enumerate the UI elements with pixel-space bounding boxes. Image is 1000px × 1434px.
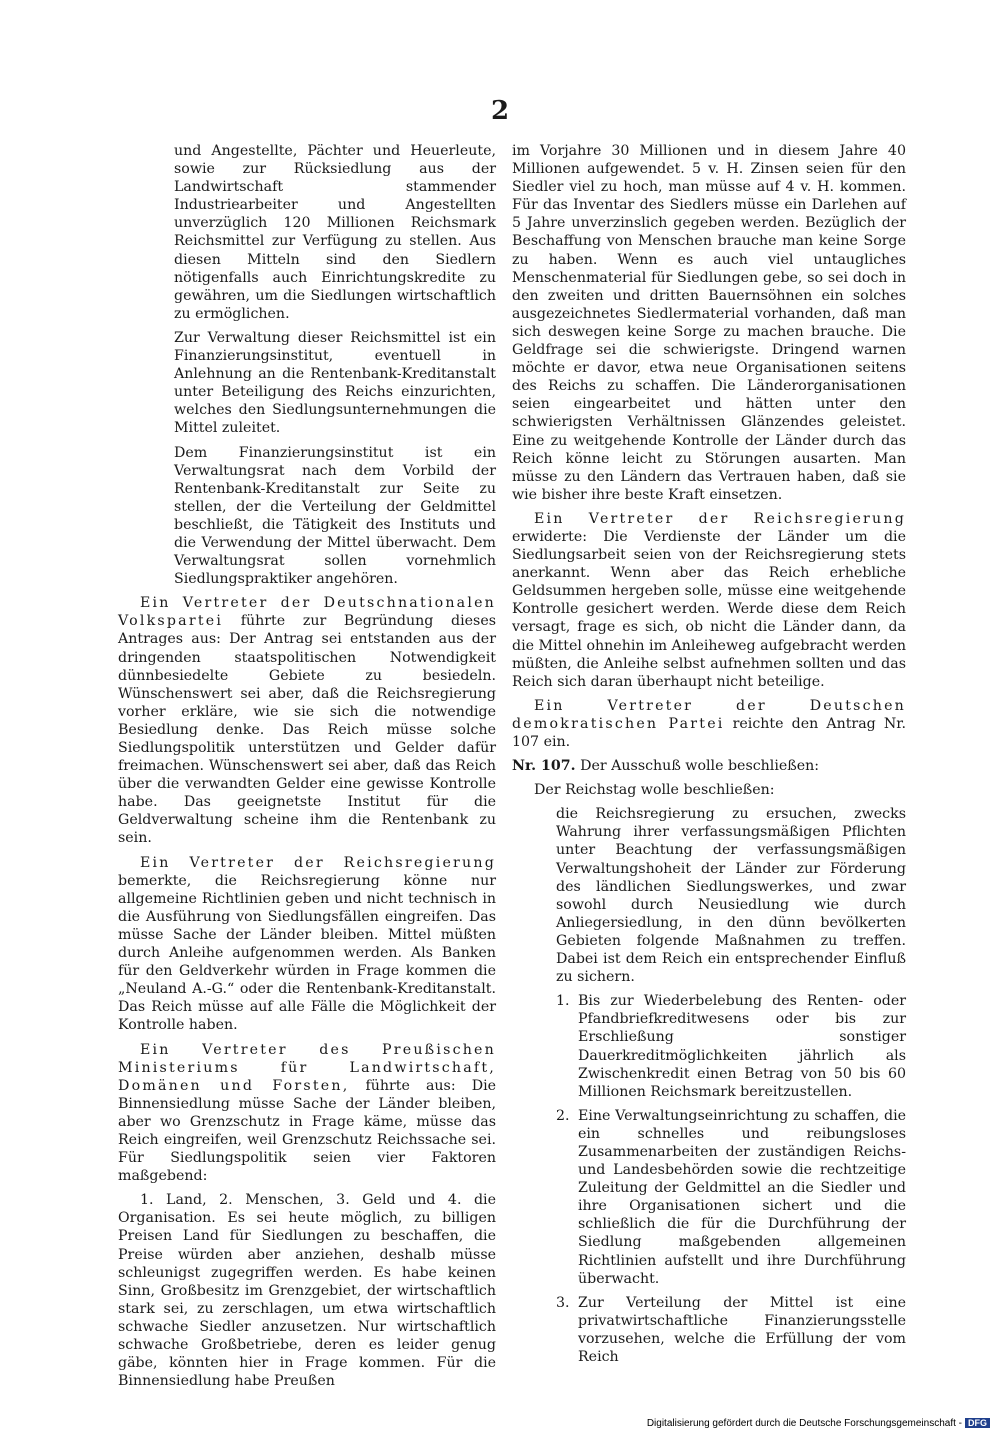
speaker-name: Ein Vertreter der Deutschnationalen Volkspartei [118, 595, 496, 630]
speech-text: bemerkte, die Reichsregierung könne nur allgemeine Richtlinien geben und nicht technisch in die Ausführung von Siedlungsfällen eingreifen. Das müsse Sache der Länder bleiben. Mittel müßten durch Anleihe aufgenommen werden. Als Banken für den Geldverkehr würden in Frage kommen die „Neuland A.-G.“ oder die Rentenbank-Kreditanstalt. Das Reich müsse auf alle Fälle die Möglichkeit der Kontrolle haben. [118, 872, 496, 1034]
reichstag-line: Der Reichstag wolle beschließen: [534, 782, 775, 799]
item-number: 2. [556, 1107, 570, 1124]
speech-text: führte aus: Die Binnensiedlung müsse Sache der Länder bleiben, aber wo Grenzschutz in Frage käme, müsse das Reich eingreifen, weil Grenzschutz Reichssache sei. Für Siedlungspolitik seien vier Faktoren maßgebend: [118, 1077, 496, 1185]
left-column [118, 142, 496, 1396]
list-item [556, 1107, 906, 1288]
item-number: 1. [556, 993, 570, 1010]
speech-text: erwiderte: Die Verdienste der Länder um die Siedlungsarbeit seien von der Reichsregierung stets anerkannt. Wenn aber das Reich erhebliche Geldsummen hergeben solle, müsse eine weitgehende Kontrolle gesichert werden. Werde diese dem Reich versagt, frage es sich, ob nicht die Länder dann, da die Mittel ohnehin im Anleiheweg aufgebracht werden müßten, die Anleihe selbst aufnehmen sollten und das Reich sich daran überhaupt nicht beteilige. [512, 528, 906, 690]
speaker-name: Ein Vertreter der Reichsregierung [140, 854, 496, 871]
footer-text: Digitalisierung gefördert durch die Deutsche Forschungsgemeinschaft - [646, 1418, 962, 1429]
resolution-block [534, 805, 906, 1366]
motion-paragraph-1: und Angestellte, Pächter und Heuerleute, sowie zur Rücksiedlung aus der Landwirtschaft stammender Industriearbeiter und Angestellten unverzüglich 120 Millionen Reichsmark Reichsmittel zur Verfügung zu stellen. Aus diesen Mitteln sind den Siedlern nötigenfalls auch Einrichtungskredite zu gewähren, um die Siedlungen wirtschaftlich zu ermöglichen. [174, 143, 496, 322]
motion-intro: Der Ausschuß wolle beschließen: [575, 758, 820, 775]
speech-reichsregierung [118, 854, 496, 1035]
list-item [556, 992, 906, 1101]
speech-text: führte zur Begründung dieses Antrages aus: Der Antrag sei entstanden aus der dringenden staatspolitischen Notwendigkeit dünnbesiedelte Gebiete zu besiedeln. Wünschenswert sei aber, daß die Reichsregierung vorher erkläre, wie sie sich die notwendige Besiedlung denke. Das Reich müsse solche Siedlungspolitik unterstützen und Gelder dafür freimachen. Wünschenswert sei aber, daß das Reich über die verwandten Gelder eine gewisse Kontrolle habe. Das geeignetste Institut für die Geldverwaltung scheine ihm die Rentenbank zu sein. [118, 613, 496, 847]
speech-preussen [118, 1041, 496, 1186]
right-column [512, 142, 906, 1372]
speaker-name: Ein Vertreter des Preußischen Ministeriums für Landwirtschaft, Domänen und Forsten, [118, 1041, 496, 1094]
item-text: Bis zur Wiederbelebung des Renten- oder Pfandbriefkreditwesens oder bis zur Erschließung sonstiger Dauerkreditmöglichkeiten jährlich als Zwischenkredit einen Betrag von 50 bis 60 Millionen Reichsmark bereitzustellen. [578, 993, 906, 1100]
speech-text: reichte den Antrag Nr. 107 ein. [512, 715, 906, 750]
page-number: 2 [490, 96, 510, 126]
motion-continuation [118, 142, 496, 588]
motion-heading [512, 757, 906, 775]
resolution-text: die Reichsregierung zu ersuchen, zwecks Wahrung ihrer verfassungsmäßigen Pflichten unter Beachtung der verfassungsmäßigen Verwaltungshoheit der Länder zur Förderung des ländlichen Siedlungswerkes, und zwar sowohl durch Neusiedlung wie durch Anliegersiedlung, in den dünn bevölkerten Gebieten folgende Maßnahmen zu treffen. Dabei ist dem Reich ein entsprechender Einfluß zu sichern. [556, 806, 906, 986]
item-text: Eine Verwaltungseinrichtung zu schaffen, die ein schnelles und reibungsloses Zusammenarbeiten der zuständigen Reichs- und Landesbehörden sowie die rechtzeitige Zuleitung der Geldmittel an die Siedler und ihre Organisationen sichert und die schließlich die für die Durchführung der Siedlung maßgebenden allgemeinen Richtlinien aufstellt und ihre Durchführung überwacht. [578, 1107, 906, 1287]
speaker-name: Ein Vertreter der Deutschen demokratischen Partei [512, 697, 906, 732]
motion-body [512, 781, 906, 1366]
measures-list [556, 992, 906, 1366]
motion-paragraph-2: Zur Verwaltung dieser Reichsmittel ist ein Finanzierungsinstitut, eventuell in Anlehnung an die Rentenbank-Kreditanstalt unter Beteiligung des Reichs einzurichten, welches den Siedlungsunternehmungen die Mittel zuleitet. [174, 329, 496, 437]
speech-dnvp [118, 594, 496, 847]
item-number: 3. [556, 1294, 570, 1311]
dfg-logo: DFG [965, 1418, 990, 1428]
digitization-footer [610, 1418, 990, 1429]
item-text: Zur Verteilung der Mittel ist eine privatwirtschaftliche Finanzierungsstelle vorzusehen, welche die Erfüllung der vom Reich [578, 1294, 906, 1365]
motion-number: Nr. 107. [512, 758, 576, 775]
speech-factors: 1. Land, 2. Menschen, 3. Geld und 4. die Organisation. Es sei heute möglich, zu billigen Preisen Land für Siedlungen zu beschaffen, die Preise würden aber anziehen, deshalb müsse schleunigst zugegriffen werden. Es habe keinen Sinn, Großbesitz im Grenzgebiet, der wirtschaftlich stark sei, zu zerschlagen, um etwa wirtschaftlich schwache Siedler anzusetzen. Nur wirtschaftlich schwache Großbetriebe, deren es leider genug gäbe, könnten hier in Frage kommen. Für die Binnensiedlung habe Preußen [118, 1192, 496, 1390]
list-item [556, 1294, 906, 1366]
speech-reichsregierung-reply [512, 510, 906, 691]
motion-paragraph-3: Dem Finanzierungsinstitut ist ein Verwaltungsrat nach dem Vorbild der Rentenbank-Kreditanstalt zur Seite zu stellen, der die Verteilung der Geldmittel beschließt, die Tätigkeit des Instituts und die Verwendung der Mittel überwacht. Dem Verwaltungsrat sollen vornehmlich Siedlungspraktiker angehören. [174, 444, 496, 588]
speech-continuation: im Vorjahre 30 Millionen und in diesem Jahre 40 Millionen aufgewendet. 5 v. H. Zinsen seien für den Siedler viel zu hoch, man müsse auf 4 v. H. kommen. Für das Inventar des Siedlers müsse ein Darlehen auf 5 Jahre unverzinslich gegeben werden. Bezüglich der Beschaffung von Menschen brauche man keine Sorge zu haben. Wenn es auch viel untaugliches Menschenmaterial für Siedlungen gebe, so sei doch in den zweiten und dritten Bauernsöhnen ein solches ausgezeichnetes Siedlermaterial vorhanden, daß man sich deswegen keine Sorge zu machen brauche. Die Geldfrage sei die schwierigste. Dringend warnen möchte er davor, etwa neue Organisationen seitens des Reichs zu schaffen. Die Länderorganisationen seien eingearbeitet und hätten unter den schwierigsten Verhältnissen Glänzendes geleistet. Eine zu weitgehende Kontrolle der Länder durch das Reich könne leicht zu Störungen ausarten. Man müsse zu den Ländern das Vertrauen haben, daß sie wie bisher ihre beste Kraft einsetzen. [512, 143, 906, 503]
speaker-name: Ein Vertreter der Reichsregierung [534, 510, 906, 527]
speech-ddp [512, 697, 906, 751]
